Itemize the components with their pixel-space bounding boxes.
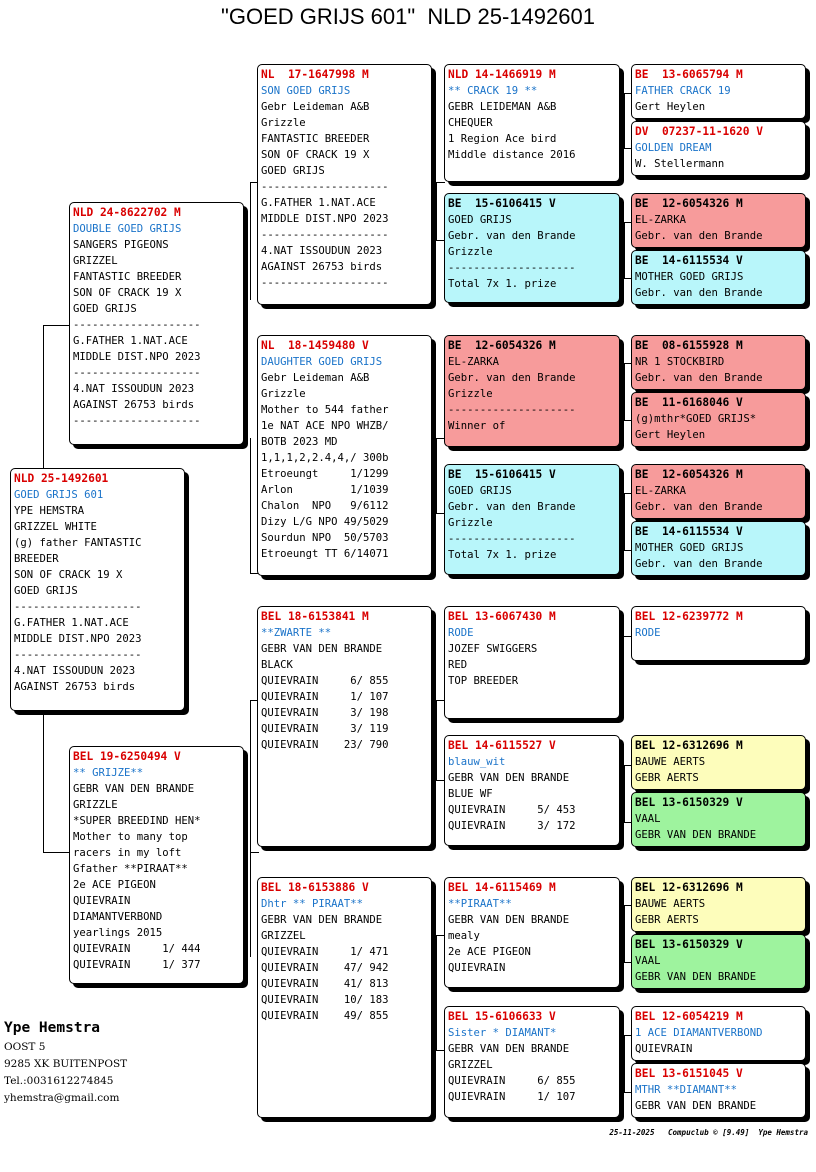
info-line: QUIEVRAIN 49/ 855	[261, 1010, 389, 1022]
info-line: SON OF CRACK 19 X	[14, 569, 123, 581]
pedigree-card-sire-dam[interactable]	[257, 335, 432, 576]
pedigree-card-subject[interactable]	[10, 468, 185, 711]
info-line: Winner of	[448, 420, 506, 432]
info-line: Grizzle	[261, 388, 306, 400]
info-line: GEBR AERTS	[635, 772, 699, 784]
connector-line	[250, 182, 251, 300]
pedigree-card-g14[interactable]	[631, 934, 806, 989]
info-line: 1 Region Ace bird	[448, 133, 557, 145]
info-line: QUIEVRAIN 6/ 855	[261, 675, 389, 687]
info-line: Chalon NPO 9/6112	[261, 500, 389, 512]
connector-line	[43, 325, 44, 470]
info-line: SANGERS PIGEONS	[73, 239, 169, 251]
ring-number: NL 18-1459480 V	[261, 339, 369, 352]
ring-number: BEL 14-6115469 M	[448, 881, 556, 894]
info-line: AGAINST 26753 birds	[73, 399, 195, 411]
info-line: GEBR VAN DEN BRANDE	[635, 1100, 757, 1112]
pedigree-card-dss[interactable]	[444, 606, 620, 719]
info-line: 1,1,1,2,2.4,4,/ 300b	[261, 452, 389, 464]
pigeon-name: MOTHER GOED GRIJS	[635, 271, 744, 283]
info-line: GEBR VAN DEN BRANDE	[635, 829, 757, 841]
pedigree-card-dsd[interactable]	[444, 735, 620, 846]
owner-email[interactable]: yhemstra@gmail.com	[4, 1092, 120, 1104]
info-line: Sourdun NPO 50/5703	[261, 532, 389, 544]
ring-number: BE 15-6106415 V	[448, 468, 556, 481]
info-line: MIDDLE DIST.NPO 2023	[14, 633, 142, 645]
info-line: Total 7x 1. prize	[448, 549, 557, 561]
info-line: Gebr. van den Brande	[635, 287, 763, 299]
pigeon-name: GOLDEN DREAM	[635, 142, 712, 154]
info-line: CHEQUER	[448, 117, 493, 129]
pigeon-name: ** CRACK 19 **	[448, 85, 538, 97]
ring-number: BEL 13-6151045 V	[635, 1067, 743, 1080]
info-line: QUIEVRAIN	[73, 895, 131, 907]
connector-line	[436, 438, 437, 513]
connector-line	[624, 93, 625, 148]
info-line: GRIZZEL	[448, 1059, 493, 1071]
ring-number: BE 12-6054326 M	[635, 468, 743, 481]
info-line: Grizzle	[448, 246, 493, 258]
pedigree-card-g7[interactable]	[631, 464, 806, 519]
info-line: Gebr. van den Brande	[635, 558, 763, 570]
info-line: RED	[448, 659, 468, 671]
owner-address-line: 9285 XK BUITENPOST	[4, 1058, 128, 1070]
info-line: GRIZZEL	[73, 255, 118, 267]
info-line: Gebr. van den Brande	[635, 230, 763, 242]
info-line: GEBR VAN DEN BRANDE	[635, 971, 757, 983]
info-line: QUIEVRAIN 1/ 377	[73, 959, 201, 971]
info-line: QUIEVRAIN 47/ 942	[261, 962, 389, 974]
info-line: FANTASTIC BREEDER	[73, 271, 182, 283]
info-line: SON OF CRACK 19 X	[261, 149, 370, 161]
info-line: TOP BREEDER	[448, 675, 519, 687]
pigeon-name: VAAL	[635, 955, 661, 967]
info-line: yearlings 2015	[73, 927, 163, 939]
footer-credit: 25-11-2025 Compuclub © [9.49] Ype Hemstra	[609, 1128, 808, 1137]
pedigree-card-g11[interactable]	[631, 735, 806, 790]
pedigree-card-g9[interactable]	[631, 606, 806, 661]
pigeon-name: GOED GRIJS 601	[14, 489, 104, 501]
pigeon-name: 1 ACE DIAMANTVERBOND	[635, 1027, 763, 1039]
info-line: GEBR VAN DEN BRANDE	[448, 1043, 570, 1055]
connector-line	[624, 905, 625, 962]
info-line: QUIEVRAIN 10/ 183	[261, 994, 389, 1006]
info-line: G.FATHER 1.NAT.ACE	[14, 617, 129, 629]
ring-number: BEL 18-6153841 M	[261, 610, 369, 623]
owner-name: Ype Hemstra	[4, 1020, 101, 1036]
connector-line	[624, 1035, 625, 1092]
separator-line: --------------------	[261, 229, 389, 241]
info-line: GRIZZLE	[73, 799, 118, 811]
info-line: Gebr. van den Brande	[448, 230, 576, 242]
info-line: G.FATHER 1.NAT.ACE	[261, 197, 376, 209]
connector-line	[250, 852, 259, 853]
pigeon-name: BAUWE AERTS	[635, 756, 706, 768]
separator-line: --------------------	[448, 404, 576, 416]
info-line: QUIEVRAIN	[635, 1043, 693, 1055]
ring-number: DV 07237-11-1620 V	[635, 125, 763, 138]
separator-line: --------------------	[261, 181, 389, 193]
ring-number: BE 11-6168046 V	[635, 396, 743, 409]
connector-line	[43, 852, 71, 853]
ring-number: BE 12-6054326 M	[635, 197, 743, 210]
info-line: FANTASTIC BREEDER	[261, 133, 370, 145]
info-line: BLACK	[261, 659, 293, 671]
info-line: Arlon 1/1039	[261, 484, 389, 496]
pedigree-card-sire[interactable]	[69, 202, 244, 445]
ring-number: BEL 14-6115527 V	[448, 739, 556, 752]
info-line: QUIEVRAIN 1/ 471	[261, 946, 389, 958]
info-line: 1e NAT ACE NPO WHZB/	[261, 420, 389, 432]
ring-number: BEL 13-6067430 M	[448, 610, 556, 623]
pigeon-name: EL-ZARKA	[635, 485, 687, 497]
pigeon-name: EL-ZARKA	[448, 356, 500, 368]
pedigree-card-sds[interactable]	[444, 335, 620, 447]
info-line: Grizzle	[261, 117, 306, 129]
separator-line: --------------------	[448, 262, 576, 274]
separator-line: --------------------	[73, 319, 201, 331]
info-line: (g) father FANTASTIC	[14, 537, 142, 549]
info-line: DIAMANTVERBOND	[73, 911, 163, 923]
info-line: Gebr Leideman A&B	[261, 372, 370, 384]
connector-line	[250, 700, 251, 852]
ring-number: BEL 13-6150329 V	[635, 796, 743, 809]
pigeon-name: BAUWE AERTS	[635, 898, 706, 910]
info-line: QUIEVRAIN 41/ 813	[261, 978, 389, 990]
ring-number: BE 14-6115534 V	[635, 254, 743, 267]
info-line: Gebr. van den Brande	[448, 501, 576, 513]
ring-number: BE 12-6054326 M	[448, 339, 556, 352]
owner-address-line: OOST 5	[4, 1041, 46, 1053]
info-line: QUIEVRAIN 1/ 107	[261, 691, 389, 703]
ring-number: BE 08-6155928 M	[635, 339, 743, 352]
info-line: AGAINST 26753 birds	[14, 681, 136, 693]
info-line: racers in my loft	[73, 847, 182, 859]
info-line: QUIEVRAIN 1/ 444	[73, 943, 201, 955]
connector-line	[43, 325, 71, 326]
pigeon-name: DOUBLE GOED GRIJS	[73, 223, 182, 235]
info-line: GEBR VAN DEN BRANDE	[448, 914, 570, 926]
info-line: QUIEVRAIN 6/ 855	[448, 1075, 576, 1087]
separator-line: --------------------	[448, 533, 576, 545]
info-line: Grizzle	[448, 388, 493, 400]
pedigree-card-g16[interactable]	[631, 1063, 806, 1118]
info-line: GOED GRIJS	[73, 303, 137, 315]
connector-line	[624, 765, 625, 822]
ring-number: BEL 12-6239772 M	[635, 610, 743, 623]
pigeon-name: ** GRIJZE**	[73, 767, 144, 779]
info-line: *SUPER BREEDIND HEN*	[73, 815, 201, 827]
info-line: SON OF CRACK 19 X	[73, 287, 182, 299]
pedigree-card-sdd[interactable]	[444, 464, 620, 575]
pedigree-card-g8[interactable]	[631, 521, 806, 576]
connector-line	[43, 712, 44, 852]
owner-block	[4, 1017, 204, 1107]
info-line: 4.NAT ISSOUDUN 2023	[14, 665, 136, 677]
pedigree-card-ddd[interactable]	[444, 1006, 620, 1118]
info-line: MIDDLE DIST.NPO 2023	[261, 213, 389, 225]
info-line: YPE HEMSTRA	[14, 505, 85, 517]
info-line: JOZEF SWIGGERS	[448, 643, 538, 655]
info-line: QUIEVRAIN 3/ 119	[261, 723, 389, 735]
separator-line: --------------------	[14, 649, 142, 661]
ring-number: BEL 15-6106633 V	[448, 1010, 556, 1023]
info-line: QUIEVRAIN 23/ 790	[261, 739, 389, 751]
info-line: 4.NAT ISSOUDUN 2023	[261, 245, 383, 257]
pedigree-card-g4[interactable]	[631, 250, 806, 305]
info-line: Gebr. van den Brande	[635, 372, 763, 384]
pigeon-name: Dhtr ** PIRAAT**	[261, 898, 364, 910]
info-line: W. Stellermann	[635, 158, 725, 170]
pigeon-name: GOED GRIJS	[448, 214, 512, 226]
pigeon-name: GOED GRIJS	[448, 485, 512, 497]
pigeon-name: RODE	[448, 627, 474, 639]
info-line: GOED GRIJS	[261, 165, 325, 177]
ring-number: BEL 19-6250494 V	[73, 750, 181, 763]
info-line: GEBR LEIDEMAN A&B	[448, 101, 557, 113]
info-line: QUIEVRAIN 5/ 453	[448, 804, 576, 816]
ring-number: NLD 24-8622702 M	[73, 206, 181, 219]
info-line: GOED GRIJS	[14, 585, 78, 597]
ring-number: NLD 25-1492601	[14, 472, 109, 485]
connector-line	[436, 182, 445, 183]
pedigree-card-g6[interactable]	[631, 392, 806, 447]
pedigree-card-g2[interactable]	[631, 121, 806, 176]
info-line: 2e ACE PIGEON	[448, 946, 531, 958]
pigeon-name: EL-ZARKA	[635, 214, 687, 226]
info-line: Gfather **PIRAAT**	[73, 863, 188, 875]
owner-phone: Tel.:0031612274845	[4, 1075, 114, 1087]
pigeon-name: **ZWARTE **	[261, 627, 332, 639]
info-line: Middle distance 2016	[448, 149, 576, 161]
pigeon-name: blauw_wit	[448, 756, 506, 768]
pedigree-card-g3[interactable]	[631, 193, 806, 248]
pedigree-card-dam[interactable]	[69, 746, 244, 984]
pigeon-name: SON GOED GRIJS	[261, 85, 351, 97]
ring-number: BEL 12-6312696 M	[635, 739, 743, 752]
pedigree-card-dam-dam[interactable]	[257, 877, 432, 1118]
info-line: GEBR VAN DEN BRANDE	[73, 783, 195, 795]
connector-line	[624, 493, 625, 550]
info-line: mealy	[448, 930, 480, 942]
pedigree-title: "GOED GRIJS 601" NLD 25-1492601	[221, 4, 595, 29]
connector-line	[250, 438, 251, 573]
info-line: AGAINST 26753 birds	[261, 261, 383, 273]
connector-line	[436, 935, 437, 1050]
connector-line	[624, 363, 625, 420]
info-line: Dizy L/G NPO 49/5029	[261, 516, 389, 528]
info-line: BREEDER	[14, 553, 59, 565]
info-line: Gert Heylen	[635, 101, 706, 113]
ring-number: BE 15-6106415 V	[448, 197, 556, 210]
pigeon-name: RODE	[635, 627, 661, 639]
pedigree-card-ssd[interactable]	[444, 193, 620, 303]
ring-number: BEL 18-6153886 V	[261, 881, 369, 894]
separator-line: --------------------	[73, 367, 201, 379]
info-line: Gebr. van den Brande	[635, 501, 763, 513]
info-line: BLUE WF	[448, 788, 493, 800]
info-line: QUIEVRAIN 1/ 107	[448, 1091, 576, 1103]
info-line: MIDDLE DIST.NPO 2023	[73, 351, 201, 363]
info-line: Gebr Leideman A&B	[261, 101, 370, 113]
pedigree-card-g12[interactable]	[631, 792, 806, 847]
info-line: GEBR VAN DEN BRANDE	[448, 772, 570, 784]
pedigree-card-g13[interactable]	[631, 877, 806, 932]
pedigree-card-dam-sire[interactable]	[257, 606, 432, 847]
ring-number: NLD 14-1466919 M	[448, 68, 556, 81]
separator-line: --------------------	[261, 277, 389, 289]
pedigree-card-dds[interactable]	[444, 877, 620, 988]
pigeon-name: DAUGHTER GOED GRIJS	[261, 356, 383, 368]
ring-number: BEL 13-6150329 V	[635, 938, 743, 951]
info-line: 2e ACE PIGEON	[73, 879, 156, 891]
pigeon-name: (g)mthr*GOED GRIJS*	[635, 413, 757, 425]
separator-line: --------------------	[14, 601, 142, 613]
info-line: Gebr. van den Brande	[448, 372, 576, 384]
ring-number: BEL 12-6054219 M	[635, 1010, 743, 1023]
info-line: GEBR AERTS	[635, 914, 699, 926]
ring-number: BE 14-6115534 V	[635, 525, 743, 538]
connector-line	[436, 182, 437, 240]
info-line: GEBR VAN DEN BRANDE	[261, 643, 383, 655]
pedigree-card-g5[interactable]	[631, 335, 806, 390]
pedigree-card-g15[interactable]	[631, 1006, 806, 1061]
connector-line	[436, 700, 437, 780]
pigeon-name: MOTHER GOED GRIJS	[635, 542, 744, 554]
info-line: BOTB 2023 MD	[261, 436, 338, 448]
info-line: QUIEVRAIN 3/ 172	[448, 820, 576, 832]
info-line: Etroeungt 1/1299	[261, 468, 389, 480]
pigeon-name: **PIRAAT**	[448, 898, 512, 910]
info-line: Grizzle	[448, 517, 493, 529]
info-line: Mother to many top	[73, 831, 188, 843]
pigeon-name: Sister * DIAMANT*	[448, 1027, 557, 1039]
ring-number: NL 17-1647998 M	[261, 68, 369, 81]
pigeon-name: NR 1 STOCKBIRD	[635, 356, 725, 368]
info-line: 4.NAT ISSOUDUN 2023	[73, 383, 195, 395]
info-line: Mother to 544 father	[261, 404, 389, 416]
info-line: G.FATHER 1.NAT.ACE	[73, 335, 188, 347]
info-line: Gert Heylen	[635, 429, 706, 441]
ring-number: BE 13-6065794 M	[635, 68, 743, 81]
info-line: GRIZZEL WHITE	[14, 521, 97, 533]
pedigree-card-g1[interactable]	[631, 64, 806, 119]
connector-line	[250, 852, 251, 957]
info-line: Etroeungt TT 6/14071	[261, 548, 389, 560]
info-line: QUIEVRAIN 3/ 198	[261, 707, 389, 719]
connector-line	[624, 222, 625, 278]
ring-number: BEL 12-6312696 M	[635, 881, 743, 894]
pigeon-name: VAAL	[635, 813, 661, 825]
info-line: GEBR VAN DEN BRANDE	[261, 914, 383, 926]
info-line: QUIEVRAIN	[448, 962, 506, 974]
pedigree-card-sss[interactable]	[444, 64, 620, 182]
info-line: Total 7x 1. prize	[448, 278, 557, 290]
pigeon-name: MTHR **DIAMANT**	[635, 1084, 738, 1096]
pigeon-name: FATHER CRACK 19	[635, 85, 731, 97]
separator-line: --------------------	[73, 415, 201, 427]
info-line: GRIZZEL	[261, 930, 306, 942]
pedigree-card-sire-sire[interactable]	[257, 64, 432, 305]
